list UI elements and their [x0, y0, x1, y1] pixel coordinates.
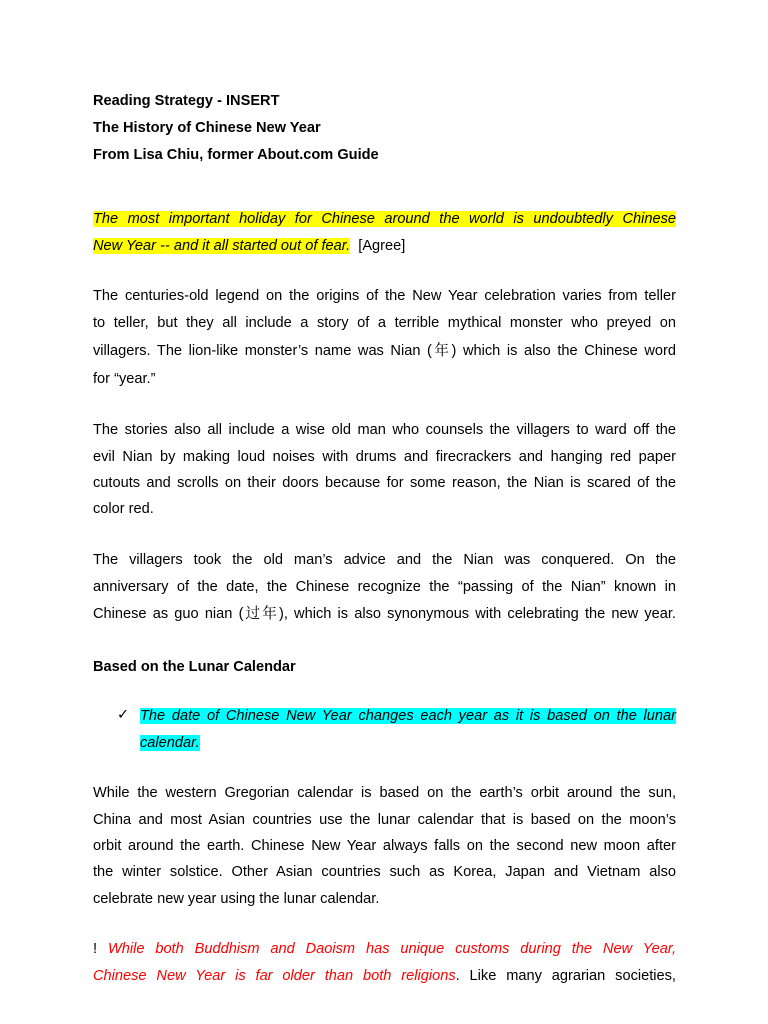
p4-line-2: anniversary of the date, the Chinese recognize the “passing of the Nian” known in	[93, 579, 676, 595]
p3-line-4: color red.	[93, 501, 154, 517]
p5-line-3: orbit around the earth. Chinese New Year always falls on the second new moon after	[93, 838, 676, 854]
p3-line-1: The stories also all include a wise old man who counsels the villagers to ward off the	[93, 422, 676, 438]
p3-line-2: evil Nian by making loud noises with drums and firecrackers and hanging red paper	[93, 449, 676, 465]
p3-line-3: cutouts and scrolls on their doors because for some reason, the Nian is scared of the	[93, 475, 676, 491]
p6-line-1-red: While both Buddhism and Daoism has unique customs during the New Year,	[107, 941, 676, 957]
header-line-3: From Lisa Chiu, former About.com Guide	[93, 147, 379, 163]
bullet-line-1	[140, 707, 676, 726]
bullet-line-2	[140, 734, 200, 753]
p2-line-3: villagers. The lion-like monster’s name was Nian (年) which is also the Chinese word	[93, 343, 676, 359]
agree-tag: [Agree]	[358, 238, 406, 254]
p4-line-3: Chinese as guo nian (过年), which is also synonymous with celebrating the new year.	[93, 606, 676, 622]
header-line-1: Reading Strategy - INSERT	[93, 93, 280, 109]
p5-line-5: celebrate new year using the lunar calendar.	[93, 891, 380, 907]
checkmark-icon: ✓	[117, 707, 130, 723]
p6-line-2-red: Chinese New Year is far older than both religions	[93, 968, 456, 984]
p1-line-2	[93, 237, 405, 256]
exclamation-mark: !	[93, 941, 98, 957]
p2-line-4: for “year.”	[93, 371, 156, 387]
p5-line-2: China and most Asian countries use the lunar calendar that is based on the moon’s	[93, 812, 676, 828]
p6-line-1	[93, 940, 676, 959]
p4-line-1: The villagers took the old man’s advice and the Nian was conquered. On the	[93, 552, 676, 568]
p6-line-2-rest: . Like many agrarian societies,	[455, 968, 676, 984]
p2-line-2: to teller, but they all include a story of a terrible mythical monster who preyed on	[93, 315, 676, 331]
bullet-line-1-highlight: The date of Chinese New Year changes each year as it is based on the lunar	[140, 708, 676, 724]
p1-line-1-highlight: The most important holiday for Chinese around the world is undoubtedly Chinese	[93, 211, 676, 227]
p1-line-2-highlight: New Year -- and it all started out of fear.	[93, 238, 351, 254]
header-line-2: The History of Chinese New Year	[93, 120, 321, 136]
section-heading: Based on the Lunar Calendar	[93, 659, 296, 675]
p2-line-1: The centuries-old legend on the origins of the New Year celebration varies from teller	[93, 288, 676, 304]
p5-line-1: While the western Gregorian calendar is based on the earth’s orbit around the sun,	[93, 785, 676, 801]
p6-line-2	[93, 967, 676, 986]
p5-line-4: the winter solstice. Other Asian countries such as Korea, Japan and Vietnam also	[93, 864, 676, 880]
bullet-line-2-highlight: calendar.	[140, 735, 200, 751]
p1-line-1	[93, 210, 676, 229]
document-page	[93, 0, 676, 1024]
